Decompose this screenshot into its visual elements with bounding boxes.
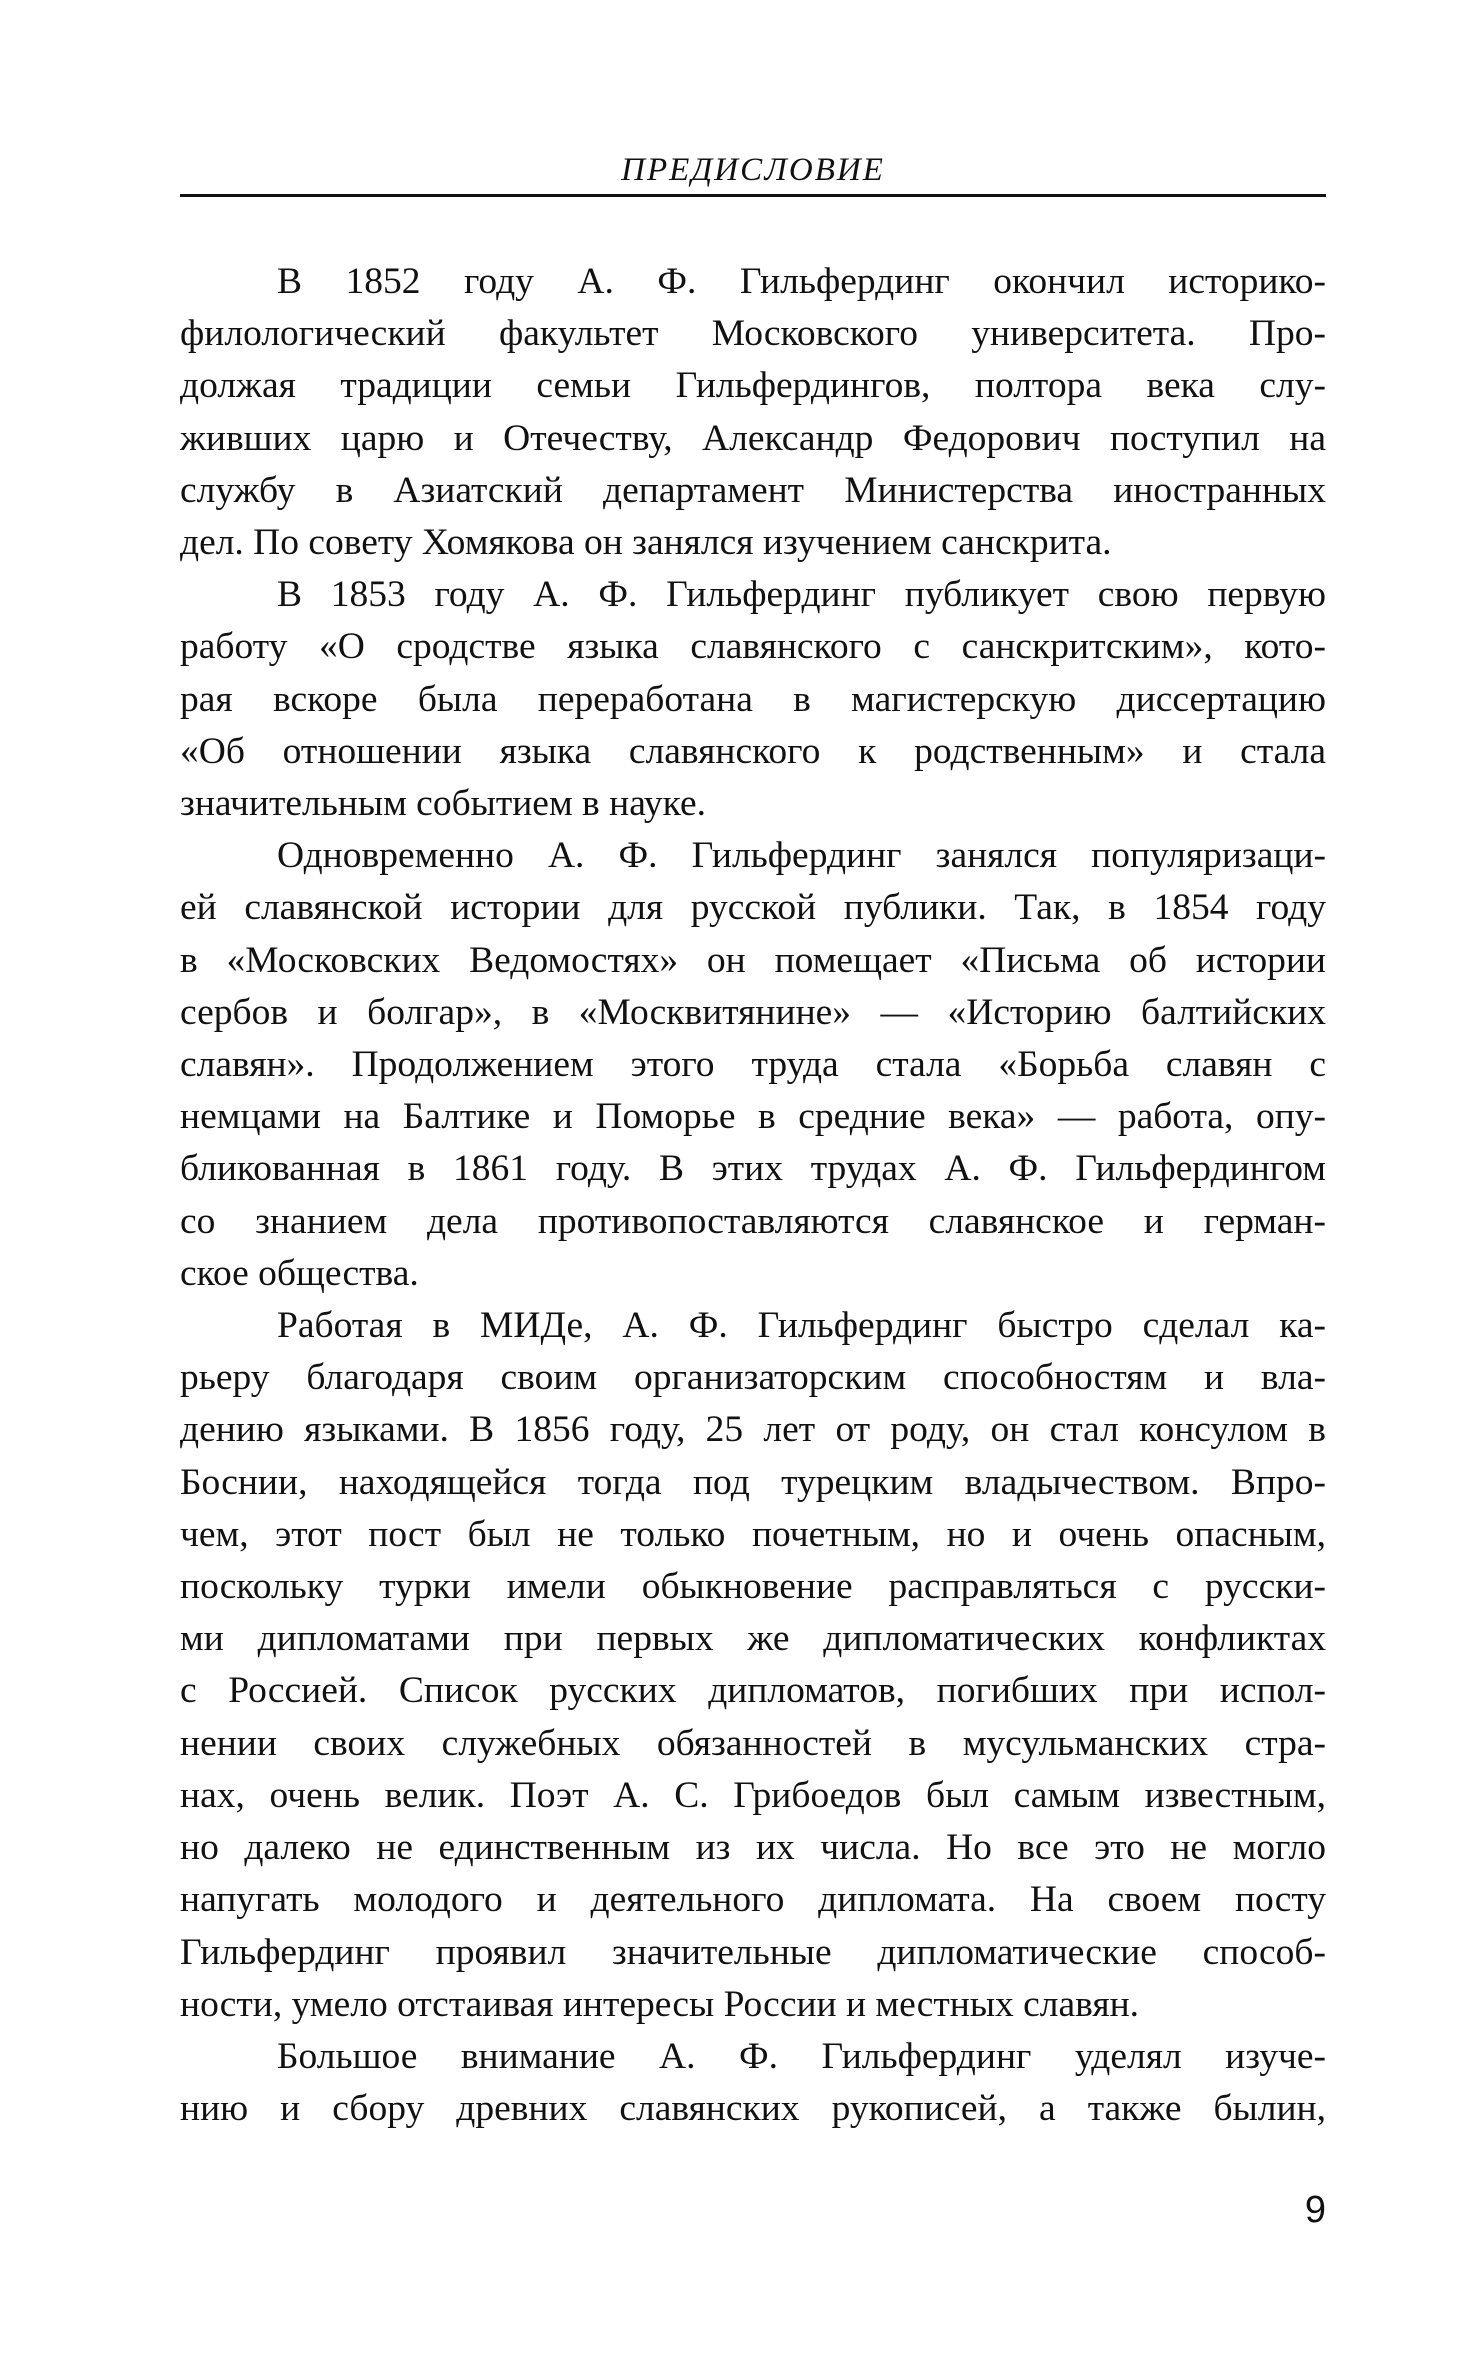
text-line: ское общества. xyxy=(180,1252,419,1294)
text-line: В 1852 году А. Ф. Гильфердинг окончил историко- xyxy=(277,261,1326,302)
text-line: работу «О сродстве языка славянского с санскритским», кото- xyxy=(180,626,1326,668)
text-line: дел. По совету Хомякова он занялся изучением санскрита. xyxy=(180,522,1112,564)
text-line: Работая в МИДе, А. Ф. Гильфердинг быстро сделал ка- xyxy=(277,1305,1326,1347)
text-line: в «Московских Ведомостях» он помещает «Письма об истории xyxy=(180,939,1326,981)
running-head: ПРЕДИСЛОВИЕ xyxy=(621,152,885,188)
text-line: ми дипломатами при первых же дипломатических конфликтах xyxy=(180,1618,1326,1660)
text-line: чем, этот пост был не только почетным, но и очень опасным, xyxy=(180,1513,1326,1555)
paragraph xyxy=(180,256,1326,569)
text-line: службу в Азиатский департамент Министерства иностранных xyxy=(180,469,1326,511)
text-line: Боснии, находящейся тогда под турецким владычеством. Впро- xyxy=(180,1461,1326,1503)
text-line: с Россией. Список русских дипломатов, погибших при испол- xyxy=(180,1670,1326,1712)
text-line: славян». Продолжением этого труда стала «Борьба славян с xyxy=(180,1044,1326,1086)
text-line: Большое внимание А. Ф. Гильфердинг уделял изуче- xyxy=(277,2035,1326,2077)
text-line: но далеко не единственным из их числа. Но все это не могло xyxy=(180,1827,1326,1869)
text-line: бликованная в 1861 году. В этих трудах А. Ф. Гильфердингом xyxy=(180,1148,1326,1190)
text-line: поскольку турки имели обыкновение расправляться с русски- xyxy=(180,1566,1326,1608)
text-line: нах, очень велик. Поэт А. С. Грибоедов был самым известным, xyxy=(180,1774,1326,1816)
paragraph xyxy=(180,1300,1326,2031)
text-line: дению языками. В 1856 году, 25 лет от роду, он стал консулом в xyxy=(180,1409,1326,1451)
paragraph xyxy=(180,2031,1326,2135)
paragraph xyxy=(180,569,1326,830)
page-number: 9 xyxy=(1304,2189,1326,2231)
text-line: значительным событием в науке. xyxy=(180,783,706,825)
text-line: нию и сбору древних славянских рукописей, а также былин, xyxy=(180,2088,1326,2130)
paragraph xyxy=(180,830,1326,1300)
text-line: сербов и болгар», в «Москвитянине» — «Историю балтийских xyxy=(180,991,1326,1033)
text-line: со знанием дела противопоставляются славянское и герман- xyxy=(180,1200,1326,1242)
text-line: напугать молодого и деятельного дипломата. На своем посту xyxy=(180,1879,1326,1921)
text-line: «Об отношении языка славянского к родственным» и стала xyxy=(180,730,1326,772)
text-line: филологический факультет Московского университета. Про- xyxy=(180,313,1326,355)
text-line: должая традиции семьи Гильфердингов, полтора века слу- xyxy=(180,365,1326,407)
text-line: ей славянской истории для русской публики. Так, в 1854 году xyxy=(180,887,1326,929)
text-line: Гильфердинг проявил значительные дипломатические способ- xyxy=(180,1931,1326,1973)
text-line: нении своих служебных обязанностей в мусульманских стра- xyxy=(180,1722,1326,1764)
text-line: рьеру благодаря своим организаторским способностям и вла- xyxy=(180,1357,1326,1399)
text-line: немцами на Балтике и Поморье в средние века» — работа, опу- xyxy=(180,1096,1326,1138)
text-line: ности, умело отстаивая интересы России и местных славян. xyxy=(180,1983,1140,2025)
text-line: Одновременно А. Ф. Гильфердинг занялся популяризаци- xyxy=(277,835,1326,877)
text-line: живших царю и Отечеству, Александр Федорович поступил на xyxy=(180,417,1326,459)
text-line: В 1853 году А. Ф. Гильфердинг публикует свою первую xyxy=(277,574,1326,616)
text-line: рая вскоре была переработана в магистерскую диссертацию xyxy=(180,678,1326,720)
header-rule xyxy=(180,194,1326,197)
body-text xyxy=(180,256,1326,2135)
